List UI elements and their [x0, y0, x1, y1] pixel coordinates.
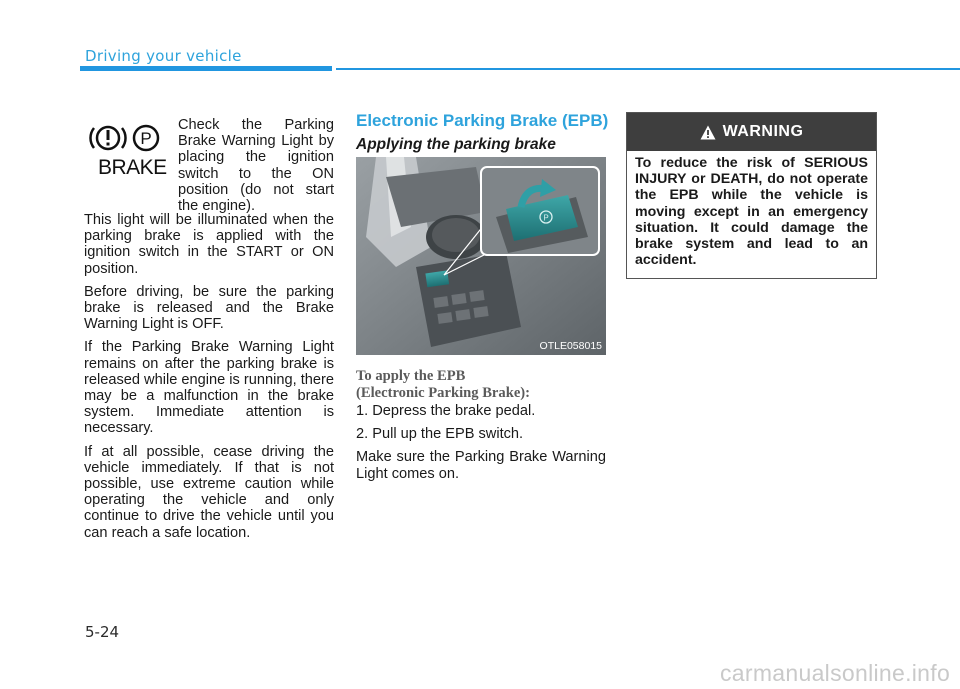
paragraph: Before driving, be sure the parking brake is released and the Brake Warning Light is OFF.: [84, 283, 334, 333]
apply-heading-line1: To apply the EPB: [356, 368, 466, 384]
photo-code: OTLE058015: [539, 340, 602, 352]
warning-title: WARNING: [722, 123, 804, 140]
watermark: carmanualsonline.info: [720, 660, 951, 686]
apply-epb-heading: [356, 368, 530, 402]
header-rule: [336, 68, 960, 70]
column-2-body: [356, 403, 606, 489]
page-number: 5-24: [85, 623, 120, 641]
section-title: Electronic Parking Brake (EPB): [356, 111, 609, 130]
warning-triangle-icon: [700, 125, 716, 140]
step-item: 1. Depress the brake pedal.: [356, 403, 536, 419]
column-1-body: [84, 212, 334, 548]
intro-text: Check the Parking Brake Warning Light by placing the ignition switch to the ON position (do not start the engine).: [178, 117, 334, 215]
brake-icon-label: BRAKE: [98, 156, 167, 179]
epb-switch-photo: [356, 157, 606, 355]
apply-heading-line2: (Electronic Parking Brake):: [356, 385, 531, 401]
step-item: 2. Pull up the EPB switch.: [356, 426, 524, 443]
header-accent-bar: [80, 66, 332, 71]
svg-text:P: P: [140, 129, 152, 148]
svg-text:P: P: [543, 213, 549, 223]
paragraph: This light will be illuminated when the parking brake is applied with the ignition switch in the START or ON position.: [84, 212, 334, 277]
paragraph: If the Parking Brake Warning Light remains on after the parking brake is released while engine is running, there may be a malfunction in the brake system. Immediate attention is necessary.: [84, 339, 334, 437]
section-header-title: Driving your vehicle: [85, 47, 242, 65]
warning-box: [626, 112, 877, 279]
warning-text: To reduce the risk of SERIOUS INJURY or DEATH, do not operate the EPB while the vehicle is moving except in an emergency situation. It could damage the brake system and lead to an accident.: [635, 155, 868, 269]
brake-warning-icon: [84, 122, 167, 182]
warning-header: [627, 113, 876, 151]
section-subtitle: Applying the parking brake: [356, 136, 556, 153]
paragraph: If at all possible, cease driving the vehicle immediately. If that is not possible, use extreme caution while operating the vehicle and only continue to drive the vehicle until you can reach a safe location.: [84, 443, 334, 541]
closing-text: Make sure the Parking Brake Warning Light comes on.: [356, 449, 606, 482]
